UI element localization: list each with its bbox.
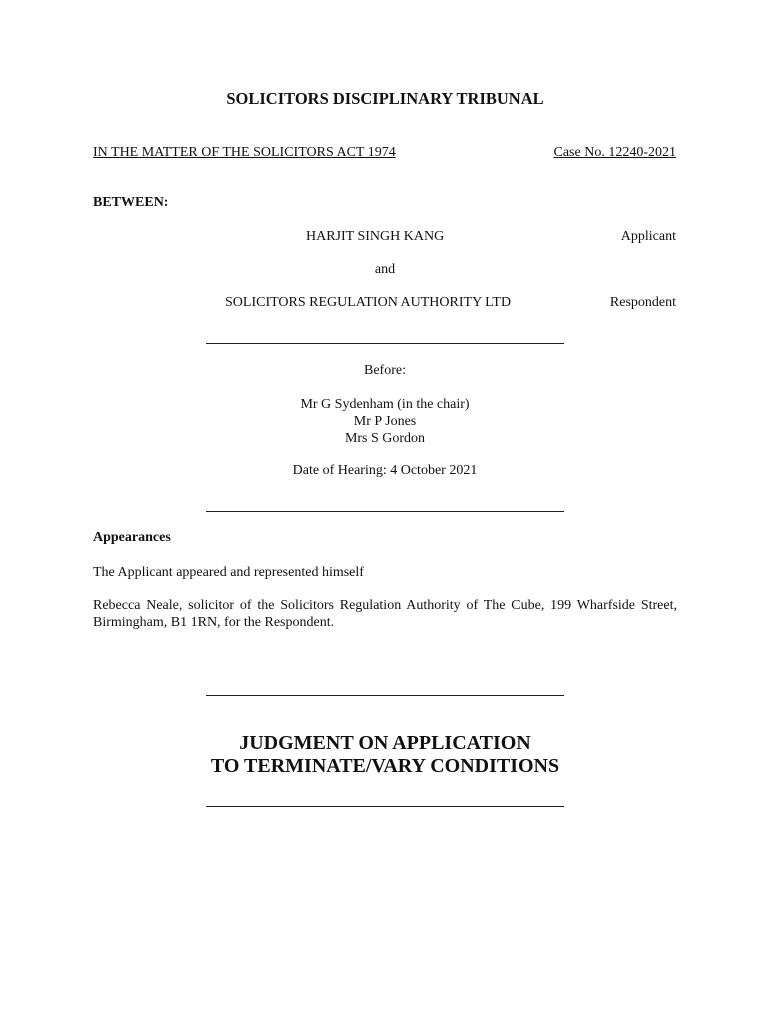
divider-rule	[206, 343, 564, 344]
appearances-heading: Appearances	[93, 530, 171, 545]
divider-rule	[206, 511, 564, 512]
before-label: Before:	[364, 363, 406, 378]
judgment-title-line: JUDGMENT ON APPLICATION	[239, 732, 531, 754]
panel-members	[0, 396, 770, 447]
respondent-name: SOLICITORS REGULATION AUTHORITY LTD	[225, 295, 512, 310]
panel-member-chair: Mr G Sydenham (in the chair)	[300, 397, 470, 412]
applicant-appearance: The Applicant appeared and represented himself	[93, 565, 364, 580]
party-conjunction: and	[374, 262, 396, 277]
panel-member: Mr P Jones	[353, 414, 417, 429]
matter-heading: IN THE MATTER OF THE SOLICITORS ACT 1974	[93, 145, 396, 160]
divider-rule	[206, 695, 564, 696]
panel-member: Mrs S Gordon	[344, 431, 426, 446]
applicant-name: HARJIT SINGH KANG	[306, 229, 445, 244]
applicant-role: Applicant	[620, 229, 676, 244]
judgment-title	[0, 732, 770, 778]
respondent-appearance: Rebecca Neale, solicitor of the Solicitors Regulation Authority of The Cube, 199 Wharfside Street, Birmingham, B1 1RN, for the Respondent.	[93, 598, 677, 630]
respondent-role: Respondent	[609, 295, 676, 310]
hearing-date: Date of Hearing: 4 October 2021	[292, 463, 478, 478]
tribunal-title: SOLICITORS DISCIPLINARY TRIBUNAL	[226, 89, 544, 108]
divider-rule	[206, 806, 564, 807]
judgment-title-line: TO TERMINATE/VARY CONDITIONS	[210, 755, 560, 777]
between-label: BETWEEN:	[93, 195, 169, 210]
case-number: Case No. 12240-2021	[553, 145, 676, 160]
